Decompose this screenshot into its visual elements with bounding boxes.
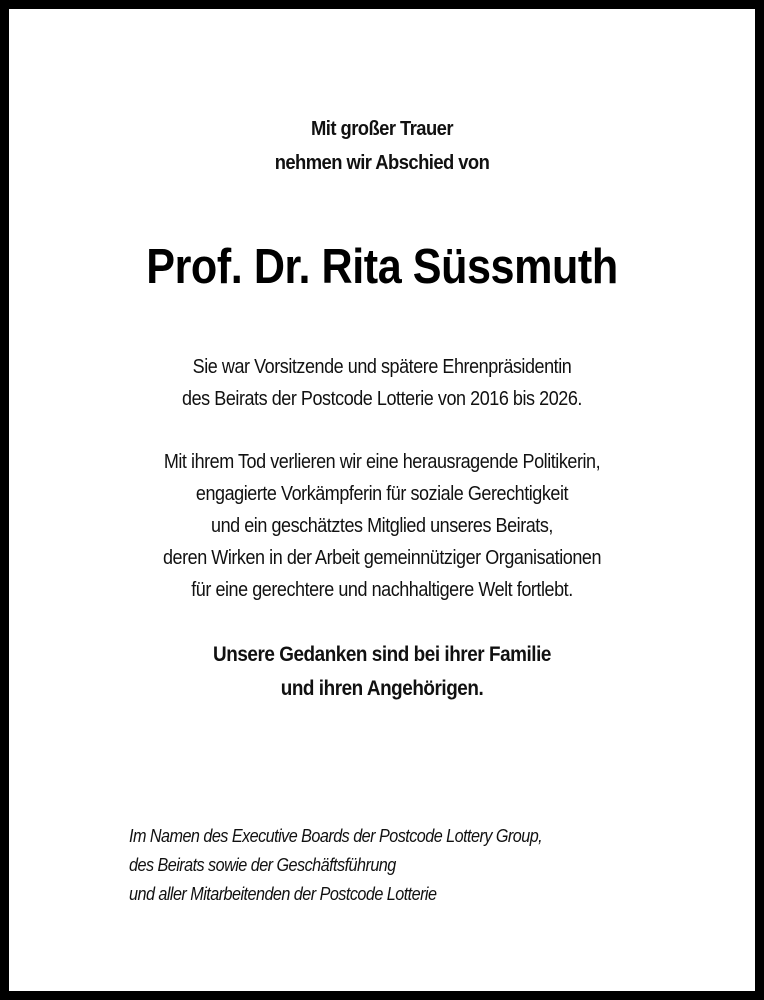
closing-line: und ihren Angehörigen.	[280, 677, 484, 700]
paragraph-line: engagierte Vorkämpferin für soziale Gerechtigkeit	[195, 483, 569, 505]
tribute-paragraph	[46, 446, 717, 606]
paragraph-line: Sie war Vorsitzende und spätere Ehrenpräsidentin	[192, 356, 572, 378]
paragraph-line: des Beirats der Postcode Lotterie von 2016 bis 2026.	[182, 388, 582, 410]
deceased-name: Prof. Dr. Rita Süssmuth	[146, 240, 618, 294]
signature-line: des Beirats sowie der Geschäftsführung	[129, 855, 396, 875]
paragraph-line: deren Wirken in der Arbeit gemeinnütziger Organisationen	[162, 547, 602, 569]
signature-block	[129, 822, 633, 909]
paragraph-line: Mit ihrem Tod verlieren wir eine herausragende Politikerin,	[163, 451, 601, 473]
intro-line: nehmen wir Abschied von	[274, 152, 490, 174]
intro-heading	[39, 112, 725, 180]
condolence-statement	[46, 638, 717, 706]
role-paragraph	[46, 351, 717, 415]
closing-line: Unsere Gedanken sind bei ihrer Familie	[213, 643, 551, 666]
signature-line: Im Namen des Executive Boards der Postcode Lottery Group,	[129, 826, 543, 846]
signature-line: und aller Mitarbeitenden der Postcode Lotterie	[129, 884, 437, 904]
paragraph-line: für eine gerechtere und nachhaltigere Welt fortlebt.	[191, 579, 573, 601]
intro-line: Mit großer Trauer	[311, 118, 453, 140]
paragraph-line: und ein geschätztes Mitglied unseres Beirats,	[211, 515, 553, 537]
